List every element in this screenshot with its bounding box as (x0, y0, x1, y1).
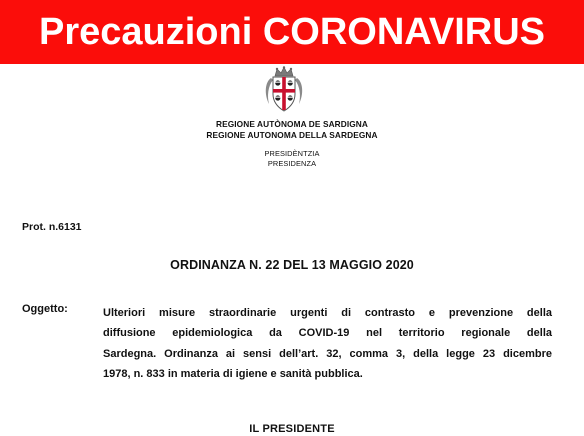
subject-line: diffusione epidemiologica da COVID-19 nel territorio regionale della (103, 327, 552, 340)
subject-line: 1978, n. 833 in materia di igiene e sanità pubblica. (103, 367, 363, 380)
letterhead-line-3: PRESIDÈNTZIA (264, 149, 320, 158)
letterhead-line-2: REGIONE AUTONOMA DELLA SARDEGNA (206, 130, 378, 140)
ordinance-title: ORDINANZA N. 22 DEL 13 MAGGIO 2020 (170, 258, 414, 272)
subject-text (103, 303, 552, 384)
coat-of-arms-icon (261, 66, 307, 114)
president-heading: IL PRESIDENTE (249, 423, 335, 435)
letterhead-line-1: REGIONE AUTÒNOMA DE SARDIGNA (216, 119, 368, 129)
letterhead-line-4: PRESIDENZA (267, 159, 317, 168)
subject-label: Oggetto: (22, 303, 68, 315)
subject-line: Ulteriori misure straordinarie urgenti di contrasto e prevenzione della (103, 307, 552, 319)
title-banner (0, 0, 584, 64)
banner-title: Precauzioni CORONAVIRUS (38, 10, 546, 53)
subject-line: Sardegna. Ordinanza ai sensi dell’art. 32, comma 3, della legge 23 dicembre (103, 347, 552, 360)
protocol-number: Prot. n.6131 (22, 221, 82, 233)
